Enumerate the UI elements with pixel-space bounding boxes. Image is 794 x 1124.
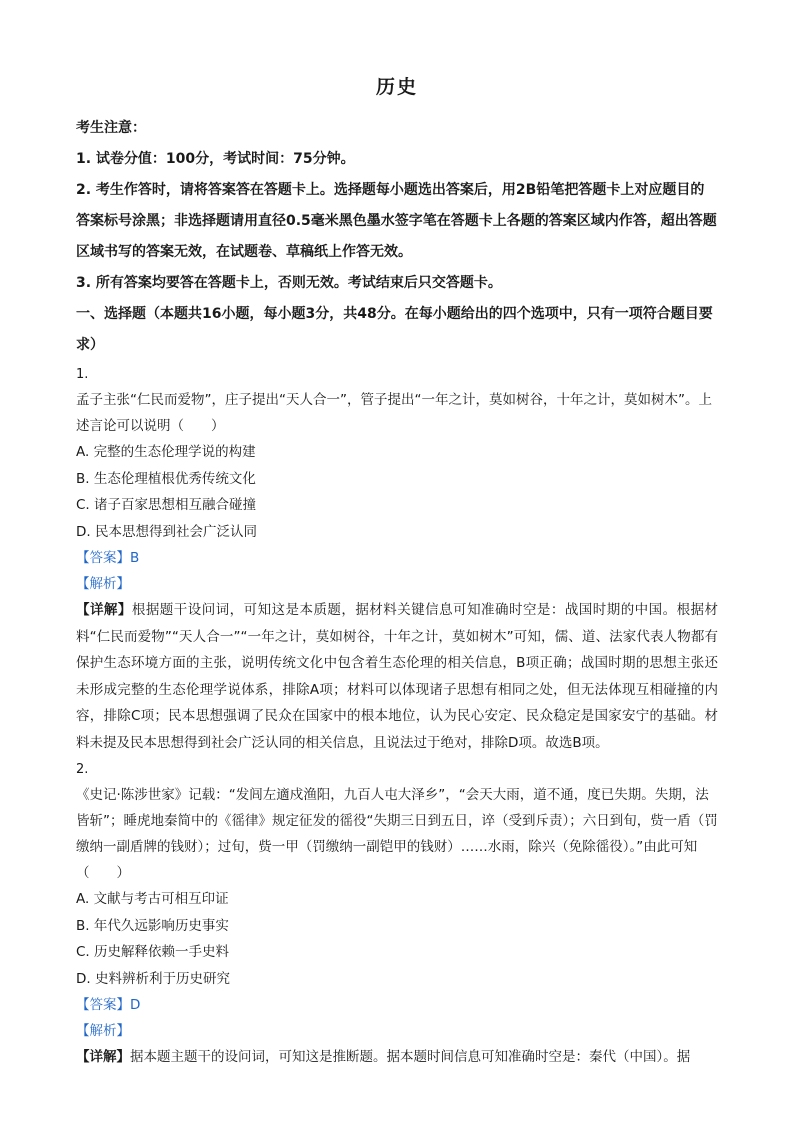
answer-value: D xyxy=(130,997,141,1013)
analysis-tag: 【解析】 xyxy=(76,576,130,592)
answer-line xyxy=(76,545,718,571)
option-b: B. 年代久远影响历史事实 xyxy=(76,917,229,934)
answer-line xyxy=(76,992,718,1018)
answer-tag: 【答案】 xyxy=(76,550,130,566)
option-d: D. 民本思想得到社会广泛认同 xyxy=(76,523,257,540)
answer-tag: 【答案】 xyxy=(76,997,130,1013)
analysis-line xyxy=(76,571,718,597)
detail-tag: 【详解】 xyxy=(76,602,132,618)
option-d: D. 史料辨析利于历史研究 xyxy=(76,970,230,987)
notice-item-3: 3. 所有答案均要答在答题卡上，否则无效。考试结束后只交答题卡。 xyxy=(76,275,502,291)
detail-paragraph xyxy=(76,597,718,756)
option-c: C. 历史解释依赖一手史料 xyxy=(76,944,230,960)
question-2 xyxy=(76,758,718,1071)
detail-text: 根据题干设问词，可知这是本质题，据材料关键信息可知准确时空是：战国时期的中国。根据材料“仁民而爱物”“天人合一”“一年之计，莫如树谷，十年之计，莫如树木”可知，儒、道、法家代表人物都有保护生态环境方面的主张，说明传统文化中包含着生态伦理的相关信息，B项正确；战国时期的思想主张还未形成完整的生态伦理学说体系，排除A项；材料可以体现诸子思想有相同之处，但无法体现互相碰撞的内容，排除C项；民本思想强调了民众在国家中的根本地位，认为民心安定、民众稳定是国家安宁的基础。材料未提及民本思想得到社会广泛认同的相关信息，且说法过于绝对，排除D项。故选B项。 xyxy=(76,602,719,751)
page-title: 历史 xyxy=(375,76,418,98)
option-a: A. 完整的生态伦理学说的构建 xyxy=(76,444,256,460)
option-a: A. 文献与考古可相互印证 xyxy=(76,891,229,907)
detail-paragraph xyxy=(76,1044,718,1071)
answer-value: B xyxy=(130,550,140,566)
notice-item-2: 2. 考生作答时，请将答案答在答题卡上。选择题每小题选出答案后，用2B铅笔把答题卡上对应题目的答案标号涂黑；非选择题请用直径0.5毫米黑色墨水签字笔在答题卡上各题的答案区域内作答，超出答题区域书写的答案无效，在试题卷、草稿纸上作答无效。 xyxy=(76,182,717,260)
question-number: 1. xyxy=(76,367,89,382)
notice-heading: 考生注意： xyxy=(76,120,146,136)
detail-text: 据本题主题干的设问词，可知这是推断题。据本题时间信息可知准确时空是：秦代（中国）。据 xyxy=(130,1049,691,1065)
analysis-line xyxy=(76,1018,718,1044)
exam-notice xyxy=(76,113,718,299)
question-1 xyxy=(76,363,718,756)
notice-item-1: 1. 试卷分值：100分，考试时间：75分钟。 xyxy=(76,151,355,167)
question-number: 2. xyxy=(76,762,89,777)
option-b: B. 生态伦理植根优秀传统文化 xyxy=(76,470,256,487)
section-heading: 一、选择题（本题共16小题，每小题3分，共48分。在每小题给出的四个选项中，只有一项符合题目要求） xyxy=(76,306,713,353)
question-stem: 《史记·陈涉世家》记载：“发闾左適戍渔阳，九百人屯大泽乡”，“会天大雨，道不通，度已失期。失期，法皆斩”；睡虎地秦简中的《徭律》规定征发的徭役“失期三日到五日，谇（受到斥责）；六日到旬，赀一盾（罚缴纳一副盾牌的钱财）；过旬，赀一甲（罚缴纳一副铠甲的钱财）……水雨，除兴（免除徭役）。”由此可知（ ） xyxy=(76,787,718,881)
detail-tag: 【详解】 xyxy=(76,1049,130,1065)
option-c: C. 诸子百家思想相互融合碰撞 xyxy=(76,497,257,513)
question-stem: 孟子主张“仁民而爱物”，庄子提出“天人合一”，管子提出“一年之计，莫如树谷，十年之计，莫如树木”。上述言论可以说明（ ） xyxy=(76,392,712,434)
analysis-tag: 【解析】 xyxy=(76,1023,130,1039)
